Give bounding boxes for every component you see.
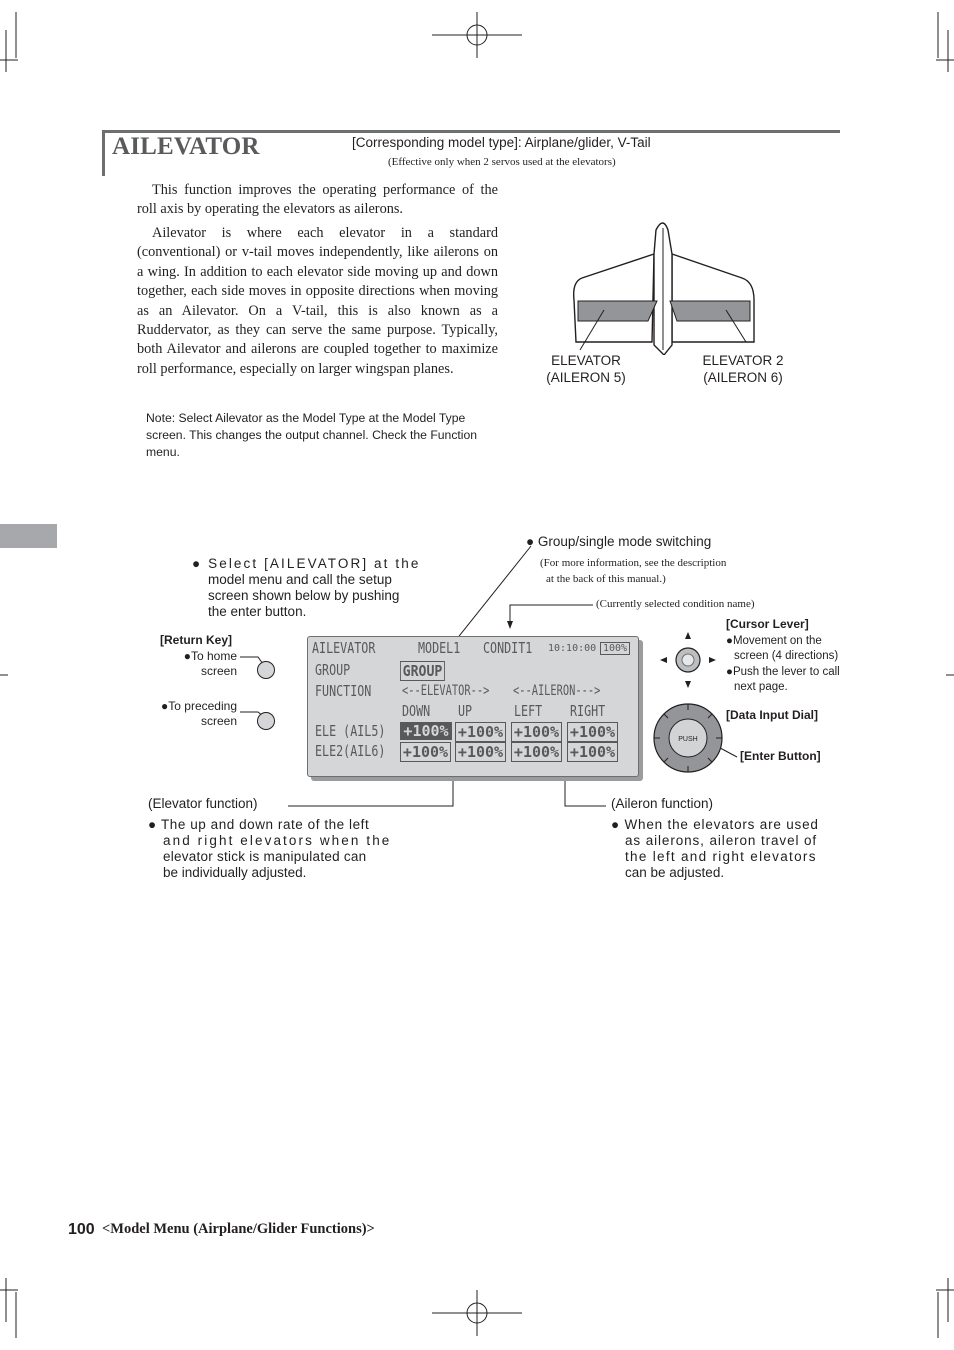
push-label: PUSH <box>678 736 698 743</box>
section-title: <Model Menu (Airplane/Glider Functions)> <box>102 1221 375 1237</box>
column-right: RIGHT <box>570 702 606 720</box>
cursor-lever-desc: ●Movement on the screen (4 directions) ●Push the lever to call next page. <box>726 635 840 693</box>
screen-title: AILEVATOR <box>312 639 376 657</box>
ele2-down-value[interactable]: +100% <box>400 742 451 762</box>
return-key-label: [Return Key] <box>160 633 233 647</box>
elevator-function-label: (Elevator function) <box>148 796 258 811</box>
bullet-icon: ● <box>611 817 625 832</box>
cursor-left-icon <box>660 657 667 663</box>
screen-condition: CONDIT1 <box>483 639 533 657</box>
group-label: GROUP <box>315 661 351 679</box>
model-type-text: [Corresponding model type]: Airplane/glider, V-Tail <box>352 135 651 150</box>
description-paragraph: Ailevator is where each elevator in a standard (conventional) or v-tail moves independently, like ailerons on a wing. In addition to each elevator side moving up and down together, each side moves in opposite directions when moving as an Ailevator. On a V-tail, this is also known as a Ruddervator, as they can serve the same purpose. Typically, both Ailevator and ailerons are coupled together to maximize roll performance, especially on larger wingspan planes. <box>137 225 498 377</box>
row-label-ele: ELE (AIL5) <box>315 722 386 740</box>
enter-button-label: [Enter Button] <box>740 749 821 763</box>
select-instruction: ● Select [AILEVATOR] at the model menu and call the setup screen shown below by pushing the enter button. <box>192 556 421 619</box>
function-aileron: <--AILERON---> <box>513 683 601 699</box>
aileron-function-label: (Aileron function) <box>611 796 714 811</box>
cursor-lever-label: [Cursor Lever] <box>726 617 809 631</box>
return-key-button-2[interactable] <box>257 712 275 730</box>
cursor-right-icon <box>709 657 716 663</box>
page-title: AILEVATOR <box>112 133 260 160</box>
condition-name-label: (Currently selected condition name) <box>596 598 755 610</box>
lcd-screen <box>307 636 639 777</box>
return-key-button[interactable] <box>257 661 275 679</box>
aileron-function-desc: ● When the elevators are used as ailerons, aileron travel of the left and right elevators can be adjusted. <box>611 817 819 880</box>
ele-up-value[interactable]: +100% <box>455 722 506 742</box>
row-label-ele2: ELE2(AIL6) <box>315 742 386 760</box>
function-elevator: <--ELEVATOR--> <box>402 683 490 699</box>
ele-right-value[interactable]: +100% <box>567 722 618 742</box>
screen-model: MODEL1 <box>418 639 461 657</box>
to-preceding-text: ●To preceding screen <box>161 699 237 728</box>
bullet-icon: ● <box>526 534 538 549</box>
elevator-function-desc: ● The up and down rate of the left and right elevators when the elevator stick is manipulated can be individually adjusted. <box>148 817 392 880</box>
group-switch-note: (For more information, see the description at the back of this manual.) <box>540 557 727 585</box>
cursor-down-icon <box>685 681 691 688</box>
bullet-icon: ● <box>192 556 209 571</box>
screen-time: 10:10:00 <box>548 643 597 654</box>
ele-left-value[interactable]: +100% <box>511 722 562 742</box>
cursor-up-icon <box>685 632 691 639</box>
model-type-note: (Effective only when 2 servos used at the elevators) <box>388 156 616 168</box>
column-left: LEFT <box>514 702 543 720</box>
data-dial-label: [Data Input Dial] <box>726 708 818 722</box>
battery-indicator: 100% <box>600 642 630 655</box>
ele2-up-value[interactable]: +100% <box>455 742 506 762</box>
ele2-left-value[interactable]: +100% <box>511 742 562 762</box>
bullet-icon: ● <box>148 817 162 832</box>
cursor-lever[interactable] <box>658 630 718 690</box>
group-mode-toggle[interactable]: GROUP <box>400 661 445 681</box>
function-label: FUNCTION <box>315 682 372 700</box>
column-down: DOWN <box>402 702 431 720</box>
column-up: UP <box>458 702 473 720</box>
page-number: 100 <box>68 1221 95 1238</box>
data-input-dial[interactable] <box>652 702 724 774</box>
right-elevator-label: ELEVATOR 2 (AILERON 6) <box>702 353 784 385</box>
intro-paragraph: This function improves the operating performance of the roll axis by operating the elevators as ailerons. <box>137 182 498 218</box>
group-switch-label: ● Group/single mode switching <box>526 534 712 549</box>
left-elevator-label: ELEVATOR (AILERON 5) <box>546 353 626 385</box>
note-text: Note: Select Ailevator as the Model Type at the Model Type screen. This changes the output channel. Check the Function menu. <box>146 411 478 459</box>
ele-down-value[interactable]: +100% <box>400 722 452 740</box>
to-home-text: ●To home screen <box>183 649 237 678</box>
ele2-right-value[interactable]: +100% <box>567 742 618 762</box>
